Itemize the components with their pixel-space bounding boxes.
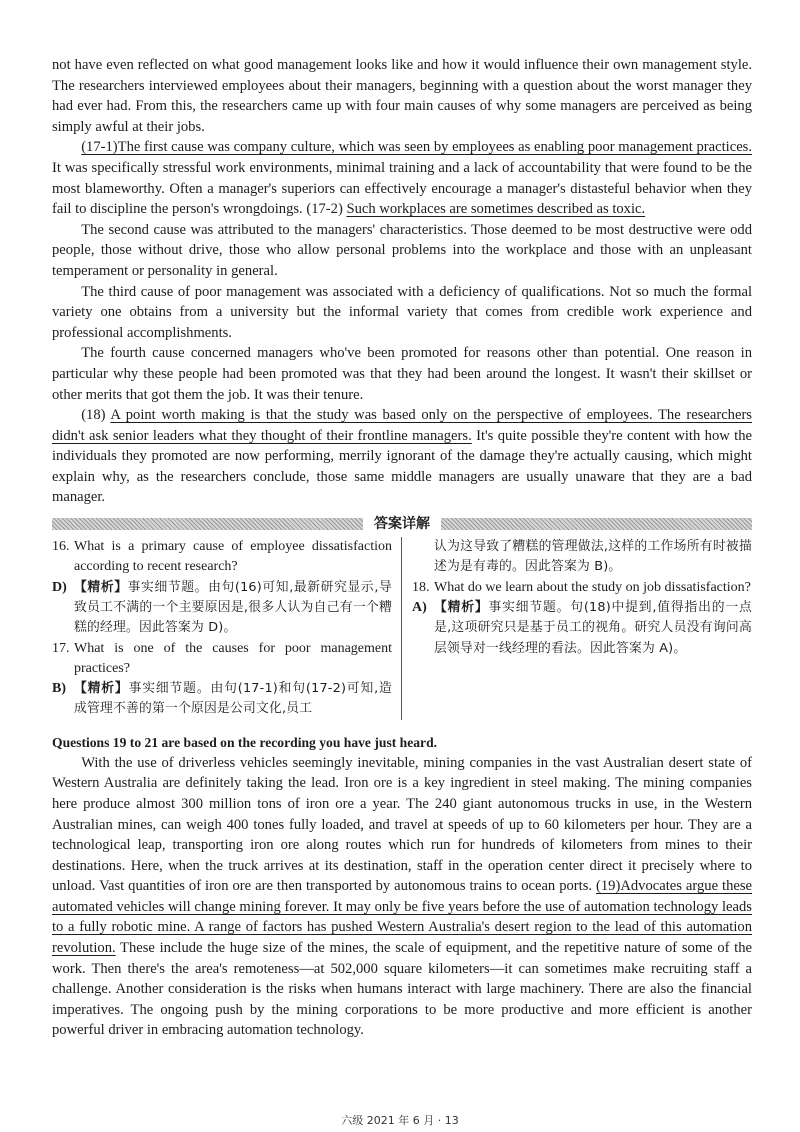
answer-column-left [52,537,402,720]
answer-section-banner [52,514,752,534]
question-number: 18. [412,579,430,595]
paragraph [52,405,752,508]
underlined-sentence-17-1: (17-1)The first cause was company culture, which was seen by employees as enabling poor management practices. [81,139,752,156]
analysis-tag: 【精析】 [434,599,489,615]
analysis-tag: 【精析】 [74,579,128,595]
answer-explanation [74,578,392,639]
answer-explanation [434,598,752,659]
answer-letter: A) [412,599,427,615]
underlined-sentence-17-2: Such workplaces are sometimes described as toxic. [346,201,646,218]
question-item [412,578,752,598]
document-page [52,55,752,1041]
answer-letter [412,537,434,578]
banner-pattern [441,518,752,530]
questions-heading: Questions 19 to 21 are based on the recording you have just heard. [52,734,438,750]
sentence: It was specifically stressful work environments, minimal training and a lack of accountability that were found to be the most blameworthy. Often a manager's superiors can effectively encourage a manager's distasteful behavior when they fail to discipline the person's wrongdoings. (17-2) [52,159,752,218]
analysis-tag: 【精析】 [74,681,129,697]
sentence-number: (18) [81,407,111,424]
explanation-text: 事实细节题。由句(17-1)和句(17-2)可知,造成管理不善的第一个原因是公司文化,员工 [74,681,392,717]
sentence: These include the huge size of the mines, the scale of equipment, and the repetitive nature of some of the work. Then there's the area's remoteness—at 502,000 square kilometers—it can sometimes make recruiting staff a challenge. Another consideration is the risks when humans interact with large machinery. There are also the financial imperatives. The ongoing push by the mining corporations to be more productive and more efficient is another powerful driver in embracing automation technology. [52,940,752,1039]
sentence: With the use of driverless vehicles seemingly inevitable, mining companies in the vast Australian desert state of Western Australia are definitely taking the lead. Iron ore is a key ingredient in steel making. The mining companies here produce almost 300 million tons of iron ore a year. The 240 giant autonomous trucks in use, in the Western Australian mines, can weigh 400 tones fully loaded, and travel at speeds of up to 60 kilometers per hour. They are a technological leap, transporting iron ore along routes which run for hundreds of kilometers from mines to their destinations. Here, when the truck arrives at its destination, staff in the operation center direct it precisely where to unload. Vast quantities of iron ore are then transported by autonomous trains to ocean ports. [52,754,752,895]
explanation-text: 认为这导致了糟糕的管理做法,这样的工作场所有时被描述为是有毒的。因此答案为 B)。 [434,539,752,575]
paragraph: The second cause was attributed to the managers' characteristics. Those deemed to be most destructive were odd people, those without drive, those who allow personal problems into the workplace and those with an unpleasant temperament or personality in general. [52,221,752,279]
answer-item [52,679,392,720]
page-footer: 六级 2021 年 6 月 · 13 [341,1114,459,1127]
question-text: What is one of the causes for poor management practices? [74,640,392,676]
answer-item [412,598,752,659]
sentence: It's quite possible they're content with how the individuals they promoted are now performing, merrily ignorant of the damage they're actually causing, which might explain why, as the researchers conclude, those same middle managers are usually unaware that they are a bad manager. [52,427,753,506]
paragraph: The fourth cause concerned managers who've been promoted for reasons other than potential. One reason in particular why these people had been promoted was that they had been around the longest. It wasn't their skillset or other merits that got them the job. It was their tenure. [52,345,752,403]
answer-letter: D) [52,579,67,595]
paragraph: not have even reflected on what good management looks like and how it would influence their own management style. The researchers interviewed employees about their managers, beginning with a question about the worst manager they had ever had. From this, the researchers came up with four main causes of why some managers are perceived as being simply awful at their jobs. [52,57,752,135]
banner-pattern [52,518,363,530]
answer-section-title: 答案详解 [374,516,430,533]
question-text: What is a primary cause of employee dissatisfaction according to recent research? [74,539,392,575]
question-text: What do we learn about the study on job dissatisfaction? [434,579,751,595]
answer-explanation [74,679,392,720]
explanation-text: 事实细节题。句(18)中提到,值得指出的一点是,这项研究只是基于员工的视角。研究人员没有询问高层领导对一线经理的看法。因此答案为 A)。 [434,599,752,656]
paragraph [52,137,752,219]
question-item [52,639,392,680]
question-number: 17. [52,640,70,656]
answer-columns [52,537,752,720]
paragraph [52,753,752,1041]
question-item [52,537,392,578]
answer-item [52,578,392,639]
underlined-sentence-18: A point worth making is that the study was based only on the perspective of employees. The researchers didn't ask senior leaders what they thought of their frontline managers. [52,407,752,444]
underlined-sentence-19: (19)Advocates argue these automated vehicles will change mining forever. It may only be five years before the use of automation technology leads to a fully robotic mine. A range of factors has pushed Western Australia's desert region to the lead of this automation revolution. [52,878,752,957]
answer-column-right [402,537,752,720]
answer-letter: B) [52,681,66,697]
paragraph: The third cause of poor management was associated with a deficiency of qualifications. Not so much the formal variety one obtains from a university but the informal variety that comes from credible work experience and professional accomplishments. [52,283,752,341]
answer-continuation [412,537,752,578]
question-number: 16. [52,539,70,555]
explanation-text: 事实细节题。由句(16)可知,最新研究显示,导致员工不满的一个主要原因是,很多人认为自己有一个糟糕的经理。因此答案为 D)。 [74,579,392,636]
